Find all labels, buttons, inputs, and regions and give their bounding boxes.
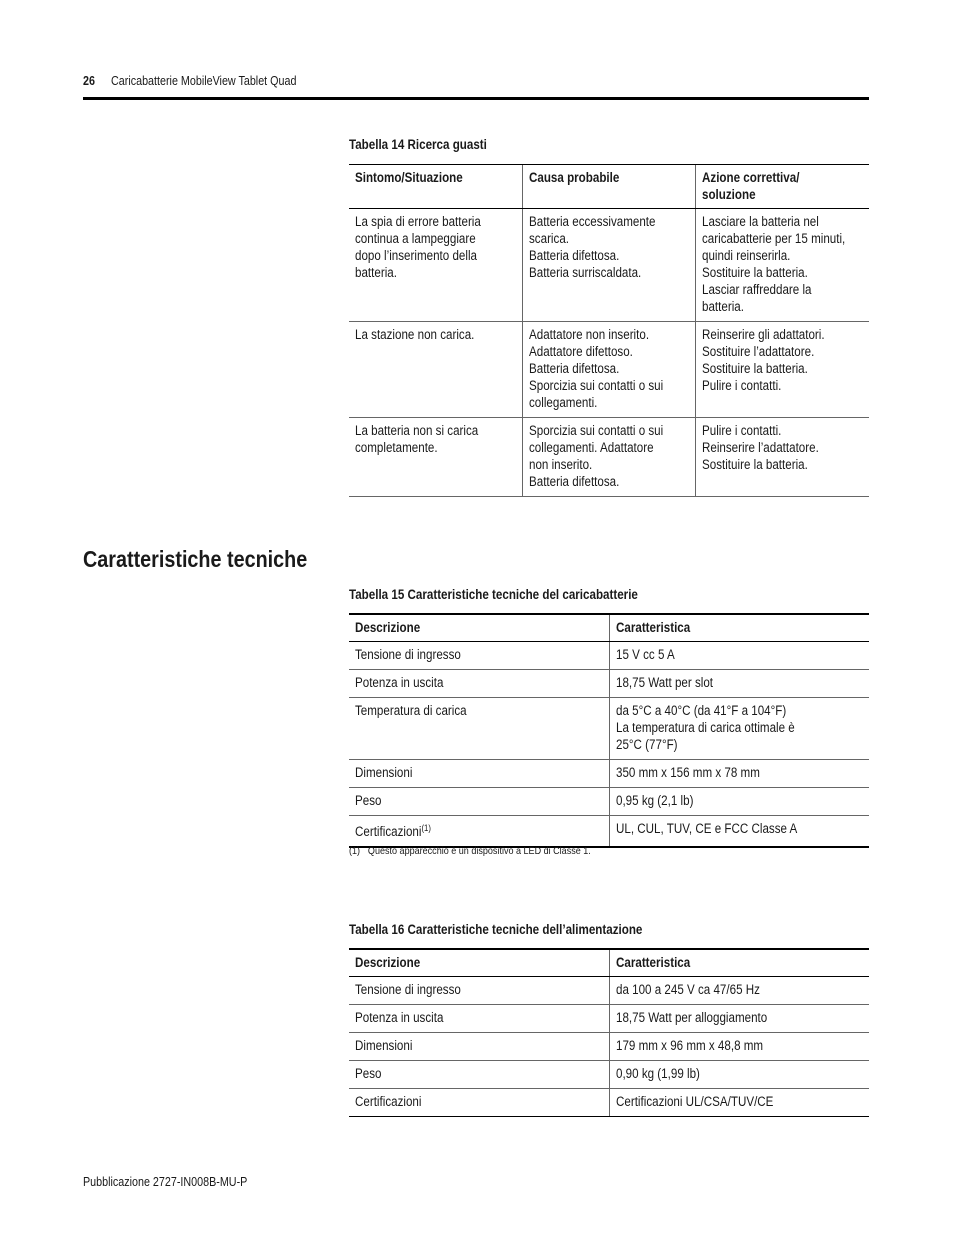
column-header-cause: Causa probabile — [522, 165, 695, 209]
cell-line: Reinserire l’adattatore. — [701, 440, 819, 455]
description-cell — [349, 1089, 609, 1117]
specification-text: da 100 a 245 V ca 47/65 Hz — [615, 982, 760, 997]
symptom-cell — [349, 418, 522, 497]
column-header-description: Descrizione — [349, 949, 609, 977]
action-cell — [695, 322, 869, 418]
cell-line: Sporcizia sui contatti o sui — [528, 423, 663, 438]
cell-line: 18,75 Watt per slot — [615, 675, 713, 690]
table15-footnote: (1) Questo apparecchio è un dispositivo a LED di Classe 1. — [349, 845, 591, 857]
cell-line: 25°C (77°F) — [615, 737, 678, 752]
description-cell — [349, 977, 609, 1005]
specification-text: Certificazioni UL/CSA/TUV/CE — [615, 1094, 773, 1109]
specification-cell — [609, 788, 869, 816]
specification-cell — [609, 698, 869, 760]
page-number: 26 — [83, 74, 95, 88]
cell-line: Lasciar raffreddare la — [701, 282, 812, 297]
cell-line: collegamenti. — [528, 395, 597, 410]
description-cell — [349, 788, 609, 816]
section-title: Caratteristiche tecniche — [83, 546, 308, 572]
cell-line: Pulire i contatti. — [701, 423, 781, 438]
specification-cell — [609, 816, 869, 848]
page-footer: Pubblicazione 2727-IN008B-MU-P — [83, 1175, 248, 1189]
troubleshooting-table — [349, 164, 869, 497]
description-text: Peso — [355, 793, 382, 808]
cell-line: scarica. — [528, 231, 569, 246]
description-cell — [349, 760, 609, 788]
description-text: Potenza in uscita — [355, 1010, 444, 1025]
cell-line: Sostituire la batteria. — [701, 361, 808, 376]
description-text: Certificazioni — [355, 1094, 422, 1109]
page-header — [83, 74, 869, 100]
description-cell — [349, 1033, 609, 1061]
cell-line: non inserito. — [528, 457, 592, 472]
action-cell — [695, 418, 869, 497]
cell-line: dopo l’inserimento della — [355, 248, 477, 263]
description-text: Dimensioni — [355, 765, 413, 780]
column-header-description: Descrizione — [349, 614, 609, 642]
cell-line: UL, CUL, TUV, CE e FCC Classe A — [615, 821, 797, 836]
cell-line: batteria. — [701, 299, 744, 314]
specification-cell — [609, 977, 869, 1005]
footnote-marker: (1) — [421, 823, 431, 833]
description-text: Temperatura di carica — [355, 703, 467, 718]
table-row — [349, 322, 869, 418]
description-cell — [349, 1061, 609, 1089]
table-row — [349, 1033, 869, 1061]
description-text: Tensione di ingresso — [355, 647, 461, 662]
table-row — [349, 816, 869, 848]
description-cell — [349, 642, 609, 670]
table-row — [349, 642, 869, 670]
table15-caption: Tabella 15 Caratteristiche tecniche del caricabatterie — [349, 587, 638, 602]
cell-line: continua a lampeggiare — [355, 231, 476, 246]
cell-line: da 5°C a 40°C (da 41°F a 104°F) — [615, 703, 786, 718]
cell-line: Reinserire gli adattatori. — [701, 327, 825, 342]
cell-line: La batteria non si carica — [355, 423, 479, 438]
cell-line: 0,95 kg (2,1 lb) — [615, 793, 693, 808]
cell-line: Adattatore difettoso. — [528, 344, 633, 359]
specification-text: 0,90 kg (1,99 lb) — [615, 1066, 700, 1081]
symptom-cell — [349, 322, 522, 418]
cell-line: Lasciare la batteria nel — [701, 214, 819, 229]
description-text: Dimensioni — [355, 1038, 413, 1053]
cell-line: 15 V cc 5 A — [615, 647, 675, 662]
cell-line: Batteria difettosa. — [528, 248, 619, 263]
description-text: Tensione di ingresso — [355, 982, 461, 997]
cell-line: Sostituire l’adattatore. — [701, 344, 814, 359]
description-cell — [349, 1005, 609, 1033]
symptom-cell — [349, 209, 522, 322]
cell-line: 350 mm x 156 mm x 78 mm — [615, 765, 760, 780]
specification-cell — [609, 1089, 869, 1117]
action-cell — [695, 209, 869, 322]
table-row — [349, 670, 869, 698]
table14-caption: Tabella 14 Ricerca guasti — [349, 137, 487, 152]
running-title: Caricabatterie MobileView Tablet Quad — [111, 74, 297, 88]
table-row — [349, 418, 869, 497]
cell-line: La temperatura di carica ottimale è — [615, 720, 795, 735]
table-row — [349, 698, 869, 760]
specification-cell — [609, 1033, 869, 1061]
charger-specs-table — [349, 613, 869, 848]
cause-cell — [522, 418, 695, 497]
table-row — [349, 1089, 869, 1117]
cell-line: Sostituire la batteria. — [701, 457, 808, 472]
cell-line: La stazione non carica. — [355, 327, 475, 342]
power-supply-specs-table — [349, 948, 869, 1117]
cell-line: Batteria surriscaldata. — [528, 265, 641, 280]
table16-caption: Tabella 16 Caratteristiche tecniche dell’alimentazione — [349, 922, 643, 937]
description-text: Certificazioni — [355, 824, 422, 839]
specification-cell — [609, 1005, 869, 1033]
cause-cell — [522, 322, 695, 418]
cell-line: collegamenti. Adattatore — [528, 440, 654, 455]
column-header-specification: Caratteristica — [609, 949, 869, 977]
cause-cell — [522, 209, 695, 322]
description-text: Peso — [355, 1066, 382, 1081]
cell-line: completamente. — [355, 440, 438, 455]
table-row — [349, 788, 869, 816]
description-text: Potenza in uscita — [355, 675, 444, 690]
cell-line: La spia di errore batteria — [355, 214, 481, 229]
table-row — [349, 1061, 869, 1089]
table-row — [349, 209, 869, 322]
specification-cell — [609, 760, 869, 788]
specification-cell — [609, 1061, 869, 1089]
specification-cell — [609, 642, 869, 670]
description-cell — [349, 816, 609, 848]
cell-line: Sostituire la batteria. — [701, 265, 808, 280]
column-header-action: Azione correttiva/ soluzione — [695, 165, 869, 209]
cell-line: Batteria difettosa. — [528, 361, 619, 376]
cell-line: Batteria eccessivamente — [528, 214, 655, 229]
cell-line: Batteria difettosa. — [528, 474, 619, 489]
table-row — [349, 977, 869, 1005]
description-cell — [349, 670, 609, 698]
cell-line: caricabatterie per 15 minuti, — [701, 231, 845, 246]
column-header-symptom: Sintomo/Situazione — [349, 165, 522, 209]
specification-cell — [609, 670, 869, 698]
table-row — [349, 760, 869, 788]
table-row — [349, 1005, 869, 1033]
cell-line: batteria. — [355, 265, 397, 280]
cell-line: Adattatore non inserito. — [528, 327, 649, 342]
cell-line: Pulire i contatti. — [701, 378, 781, 393]
cell-line: quindi reinserirla. — [701, 248, 790, 263]
specification-text: 179 mm x 96 mm x 48,8 mm — [615, 1038, 763, 1053]
column-header-specification: Caratteristica — [609, 614, 869, 642]
specification-text: 18,75 Watt per alloggiamento — [615, 1010, 767, 1025]
description-cell — [349, 698, 609, 760]
cell-line: Sporcizia sui contatti o sui — [528, 378, 663, 393]
